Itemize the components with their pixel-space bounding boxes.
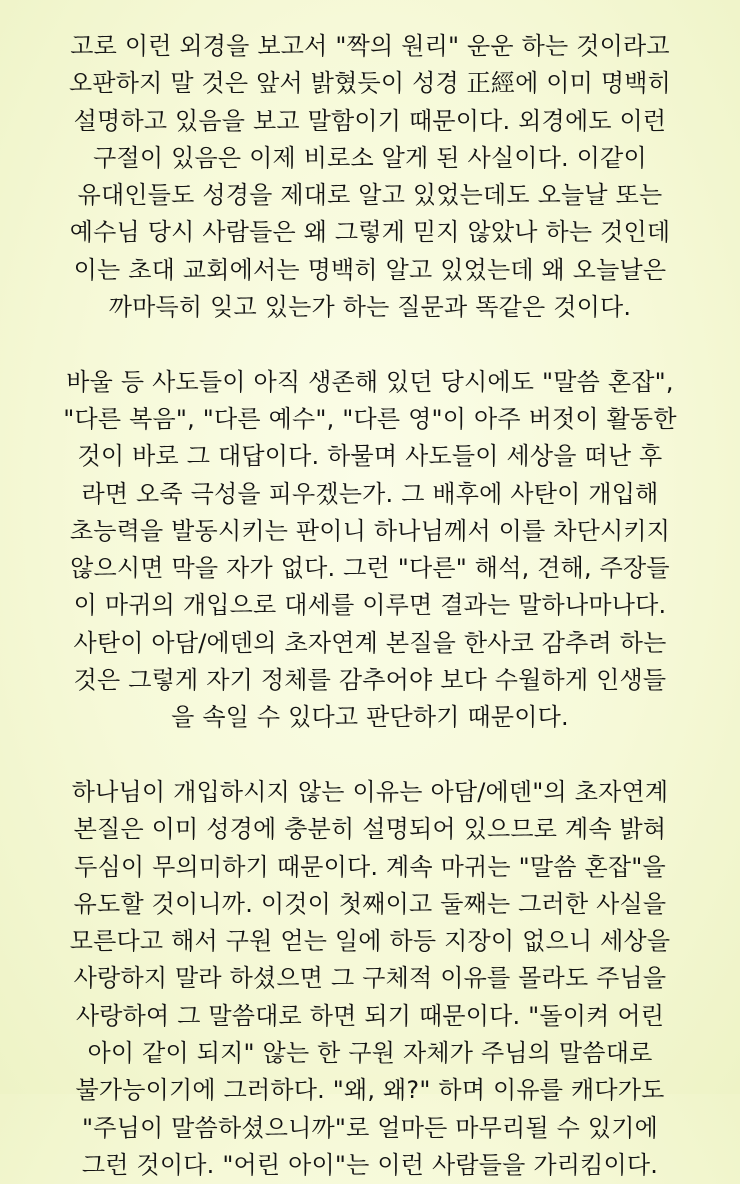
paragraph-line: 본질은 이미 성경에 충분히 설명되어 있으므로 계속 밝혀 bbox=[73, 815, 667, 844]
paragraph-line: 것은 그렇게 자기 정체를 감추어야 보다 수월하게 인생들 bbox=[73, 666, 667, 695]
paragraph-line: 라면 오죽 극성을 피우겠는가. 그 배후에 사탄이 개입해 bbox=[81, 479, 659, 508]
paragraph-line: 바울 등 사도들이 아직 생존해 있던 당시에도 "말씀 혼잡", bbox=[66, 367, 674, 396]
paragraph-line: 그런 것이다. "어린 아이"는 이런 사람들을 가리킴이다. bbox=[81, 1150, 659, 1179]
paragraph-line: "주님이 말씀하셨으니까"로 얼마든 마무리될 수 있기에 bbox=[81, 1113, 659, 1142]
paragraph-line: 사탄이 아담/에덴의 초자연계 본질을 한사코 감추려 하는 bbox=[73, 628, 667, 657]
paragraph-line: 두심이 무의미하기 때문이다. 계속 마귀는 "말씀 혼잡"을 bbox=[74, 852, 666, 881]
paragraph-line: 아이 같이 되지" 않는 한 구원 자체가 주님의 말씀대로 bbox=[87, 1039, 653, 1068]
paragraph-line: 모른다고 해서 구원 얻는 일에 하등 지장이 없으니 세상을 bbox=[69, 927, 671, 956]
paragraph-gap bbox=[14, 326, 726, 363]
paragraph-line: "다른 복음", "다른 예수", "다른 영"이 아주 버젓이 활동한 bbox=[63, 404, 677, 433]
paragraph-3 bbox=[14, 774, 726, 1184]
paragraph-line: 을 속일 수 있다고 판단하기 때문이다. bbox=[171, 703, 569, 732]
paragraph-line: 이 마귀의 개입으로 대세를 이루면 결과는 말하나마나다. bbox=[73, 591, 667, 620]
paragraph-line: 유도할 것이니까. 이것이 첫째이고 둘째는 그러한 사실을 bbox=[73, 889, 667, 918]
paragraph-gap bbox=[14, 737, 726, 774]
paragraph-line: 하나님이 개입하시지 않는 이유는 아담/에덴"의 초자연계 bbox=[71, 777, 669, 806]
paragraph-line: 초능력을 발동시키는 판이니 하나님께서 이를 차단시키지 bbox=[69, 516, 671, 545]
paragraph-line: 유대인들도 성경을 제대로 알고 있었는데도 오늘날 또는 bbox=[77, 181, 663, 210]
paragraph-line: 오판하지 말 것은 앞서 밝혔듯이 성경 正經에 이미 명백히 bbox=[68, 69, 672, 98]
paragraph-line: 않으시면 막을 자가 없다. 그런 "다른" 해석, 견해, 주장들 bbox=[70, 554, 670, 583]
paragraph-line: 것이 바로 그 대답이다. 하물며 사도들이 세상을 떠난 후 bbox=[77, 442, 663, 471]
paragraph-line: 불가능이기에 그러하다. "왜, 왜?" 하며 이유를 캐다가도 bbox=[75, 1076, 665, 1105]
paragraph-line: 구절이 있음은 이제 비로소 알게 된 사실이다. 이같이 bbox=[93, 143, 647, 172]
paragraph-line: 이는 초대 교회에서는 명백히 알고 있었는데 왜 오늘날은 bbox=[73, 255, 667, 284]
paragraph-1 bbox=[14, 28, 726, 326]
paragraph-line: 예수님 당시 사람들은 왜 그렇게 믿지 않았나 하는 것인데 bbox=[69, 218, 671, 247]
paragraph-line: 까마득히 잊고 있는가 하는 질문과 똑같은 것이다. bbox=[108, 293, 632, 322]
paragraph-line: 설명하고 있음을 보고 말함이기 때문이다. 외경에도 이런 bbox=[73, 106, 667, 135]
paragraph-line: 사랑하여 그 말씀대로 하면 되기 때문이다. "돌이켜 어린 bbox=[75, 1001, 665, 1030]
paragraph-2 bbox=[14, 364, 726, 737]
paragraph-line: 고로 이런 외경을 보고서 "짝의 원리" 운운 하는 것이라고 bbox=[70, 32, 670, 60]
paragraph-line: 사랑하지 말라 하셨으면 그 구체적 이유를 몰라도 주님을 bbox=[73, 964, 667, 993]
